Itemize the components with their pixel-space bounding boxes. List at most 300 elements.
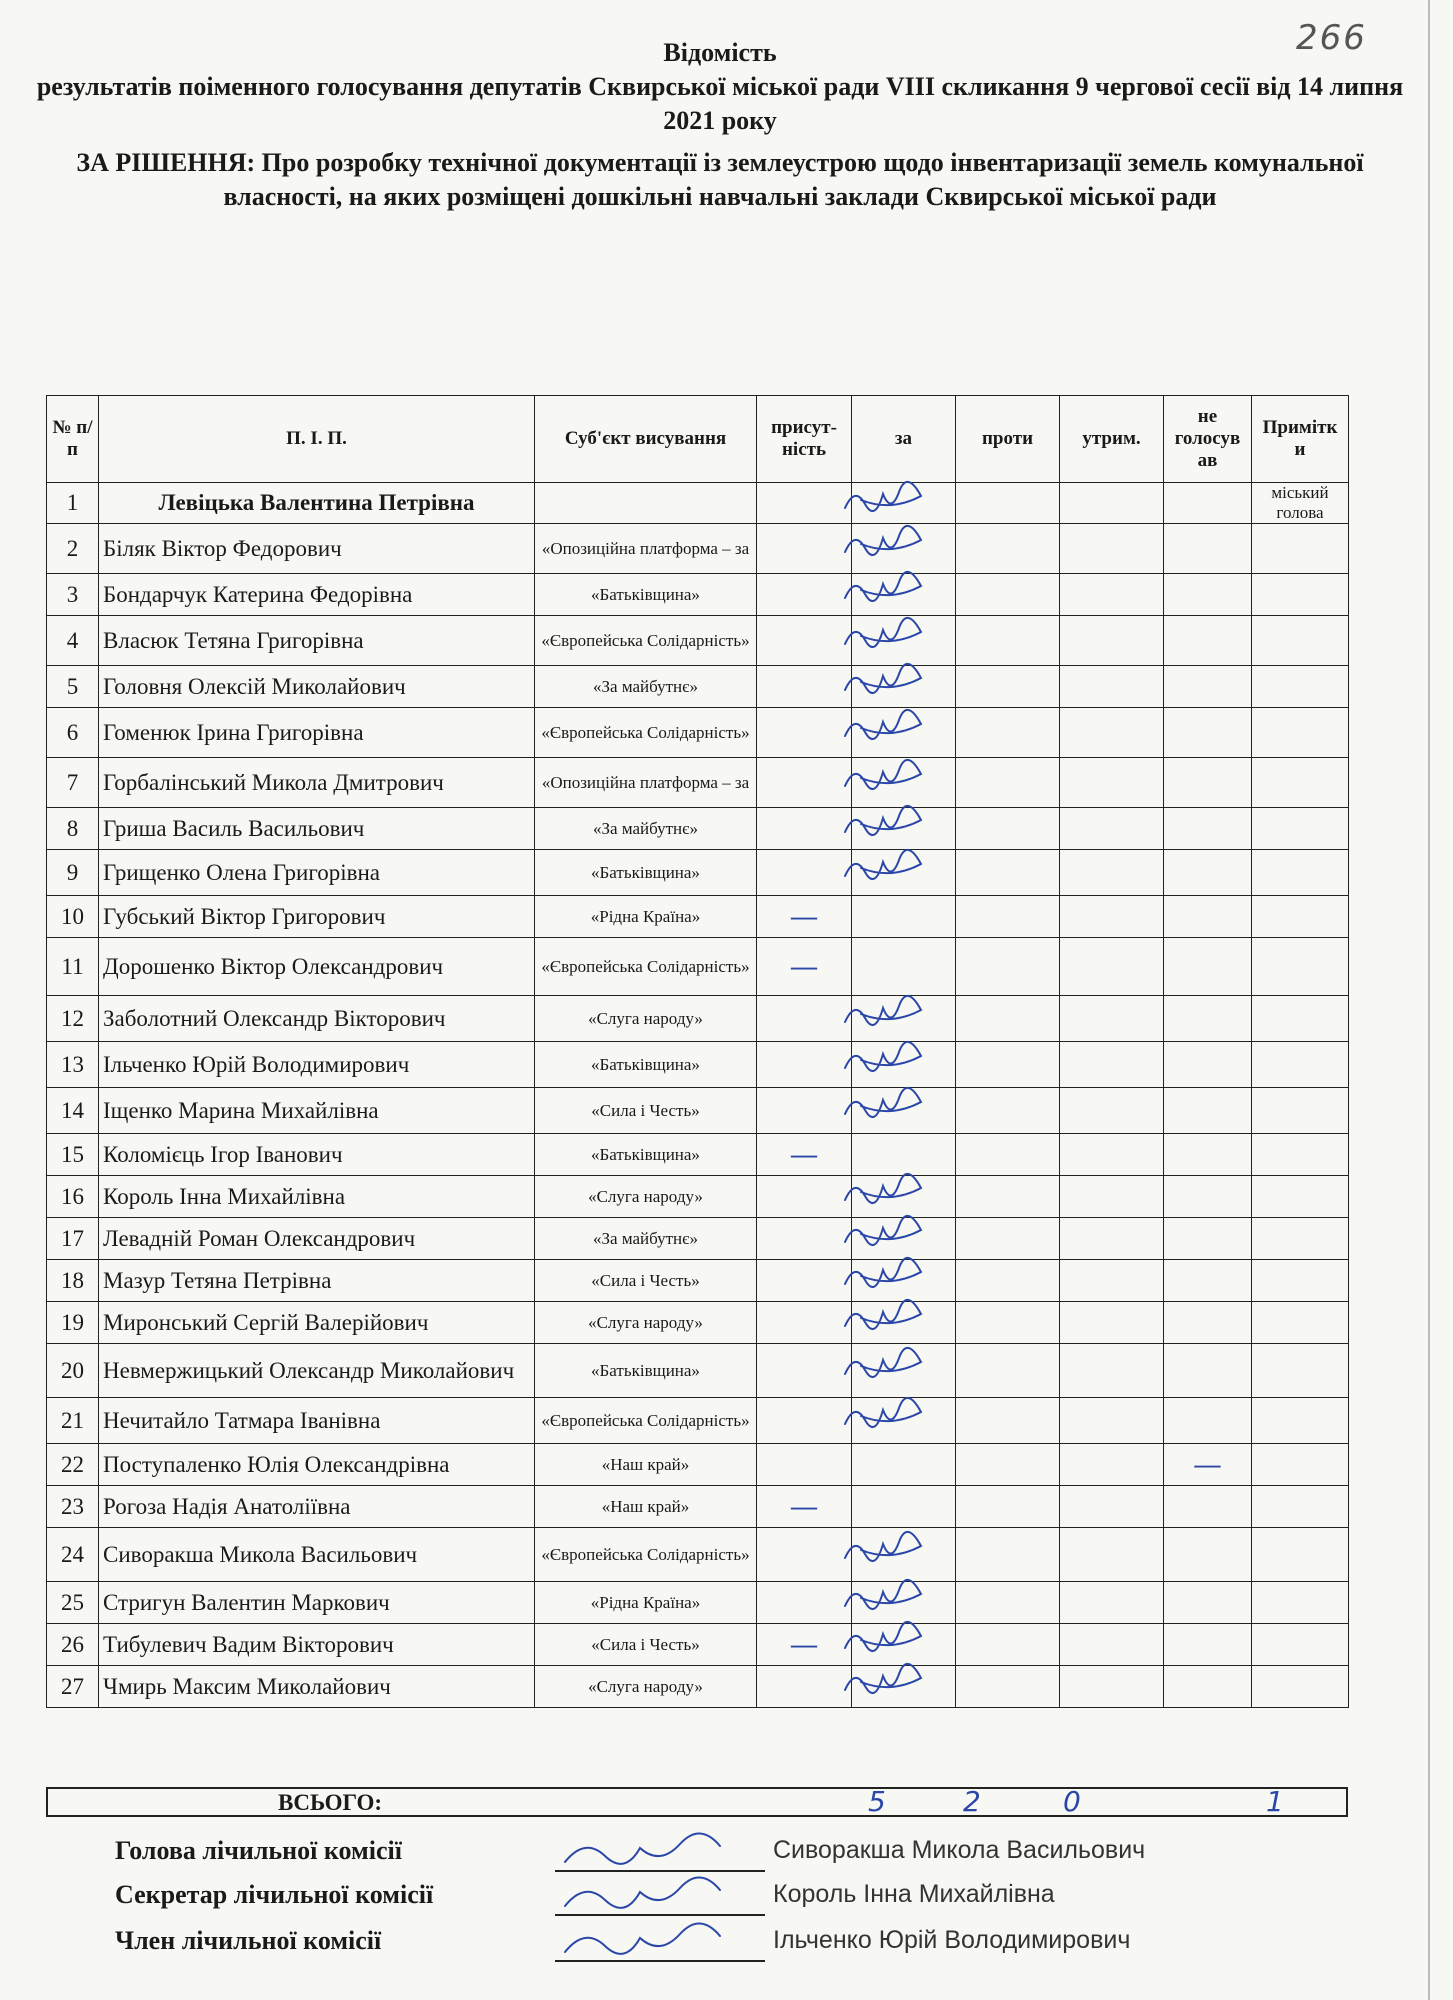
note-cell	[1252, 1218, 1349, 1260]
total-against: 2	[963, 1785, 981, 1818]
deputy-name: Ільченко Юрій Володимирович	[99, 1042, 535, 1088]
vote-for-cell	[852, 1486, 956, 1528]
commission-signature-stroke	[565, 1877, 720, 1907]
table-row	[47, 483, 1349, 524]
vote-for-cell	[852, 1042, 956, 1088]
vote-abstain-cell	[1060, 1582, 1164, 1624]
not-voted-cell	[1164, 483, 1252, 524]
deputy-name: Невмержицький Олександр Миколайович	[99, 1344, 535, 1398]
row-number: 26	[47, 1624, 99, 1666]
presence-cell: —	[757, 1486, 852, 1528]
deputy-name: Дорошенко Віктор Олександрович	[99, 938, 535, 996]
row-number: 11	[47, 938, 99, 996]
totals-label: ВСЬОГО:	[278, 1790, 383, 1815]
note-cell	[1252, 1302, 1349, 1344]
row-number: 10	[47, 896, 99, 938]
vote-against-cell	[956, 1624, 1060, 1666]
table-row	[47, 1528, 1349, 1582]
note-cell	[1252, 938, 1349, 996]
note-cell	[1252, 574, 1349, 616]
not-voted-cell	[1164, 1582, 1252, 1624]
deputy-name: Горбалінський Микола Дмитрович	[99, 758, 535, 808]
presence-cell	[757, 1344, 852, 1398]
vote-for-cell	[852, 524, 956, 574]
total-not-voted: 1	[1266, 1785, 1284, 1818]
vote-abstain-cell	[1060, 896, 1164, 938]
signature-line	[555, 1870, 765, 1872]
vote-abstain-cell	[1060, 708, 1164, 758]
not-voted-cell	[1164, 666, 1252, 708]
row-number: 21	[47, 1398, 99, 1444]
deputy-subject: «Європейська Солідарність»	[535, 1398, 757, 1444]
deputy-name: Гриша Василь Васильович	[99, 808, 535, 850]
document-subtitle: результатів поіменного голосування депутатів Сквирської міської ради VIII скликання 9 чергової сесії від 14 липня 2021 року	[36, 72, 1404, 135]
presence-cell	[757, 616, 852, 666]
not-voted-cell	[1164, 808, 1252, 850]
deputy-name: Нечитайло Татмара Іванівна	[99, 1398, 535, 1444]
deputy-subject: «Європейська Солідарність»	[535, 1528, 757, 1582]
commission-member-name: Король Інна Михайлівна	[773, 1880, 1055, 1908]
not-voted-cell	[1164, 1398, 1252, 1444]
vote-against-cell	[956, 996, 1060, 1042]
vote-for-cell	[852, 1624, 956, 1666]
vote-against-cell	[956, 1134, 1060, 1176]
row-number: 6	[47, 708, 99, 758]
table-header-row	[47, 396, 1349, 483]
vote-abstain-cell	[1060, 1444, 1164, 1486]
signature-line	[555, 1914, 765, 1916]
vote-for-cell	[852, 1444, 956, 1486]
vote-abstain-cell	[1060, 666, 1164, 708]
row-number: 19	[47, 1302, 99, 1344]
row-number: 1	[47, 483, 99, 524]
presence-cell	[757, 1042, 852, 1088]
not-voted-cell	[1164, 1088, 1252, 1134]
deputy-name: Біляк Віктор Федорович	[99, 524, 535, 574]
vote-for-cell	[852, 1398, 956, 1444]
table-row	[47, 1134, 1349, 1176]
vote-for-cell	[852, 1218, 956, 1260]
note-cell	[1252, 616, 1349, 666]
note-cell: міський голова	[1252, 483, 1349, 524]
row-number: 8	[47, 808, 99, 850]
vote-against-cell	[956, 1176, 1060, 1218]
table-row	[47, 1042, 1349, 1088]
note-cell	[1252, 524, 1349, 574]
vote-abstain-cell	[1060, 938, 1164, 996]
table-row	[47, 896, 1349, 938]
table-row	[47, 850, 1349, 896]
note-cell	[1252, 1176, 1349, 1218]
not-voted-cell	[1164, 896, 1252, 938]
not-voted-cell	[1164, 1134, 1252, 1176]
presence-cell	[757, 808, 852, 850]
vote-for-cell	[852, 1666, 956, 1708]
presence-cell	[757, 1666, 852, 1708]
not-voted-cell	[1164, 1666, 1252, 1708]
vote-against-cell	[956, 758, 1060, 808]
deputy-name: Тибулевич Вадим Вікторович	[99, 1624, 535, 1666]
vote-against-cell	[956, 1444, 1060, 1486]
row-number: 12	[47, 996, 99, 1042]
vote-for-cell	[852, 996, 956, 1042]
presence-cell	[757, 1088, 852, 1134]
table-row	[47, 1444, 1349, 1486]
vote-for-cell	[852, 1260, 956, 1302]
presence-cell: —	[757, 1134, 852, 1176]
deputy-name: Грищенко Олена Григорівна	[99, 850, 535, 896]
presence-cell	[757, 1218, 852, 1260]
document-header	[30, 36, 1410, 214]
vote-against-cell	[956, 483, 1060, 524]
table-row	[47, 938, 1349, 996]
not-voted-cell: —	[1164, 1444, 1252, 1486]
vote-abstain-cell	[1060, 1666, 1164, 1708]
commission-member-name: Ільченко Юрій Володимирович	[773, 1926, 1131, 1954]
vote-against-cell	[956, 850, 1060, 896]
commission-role: Член лічильної комісії	[115, 1926, 382, 1955]
voting-table	[46, 395, 1349, 1708]
row-number: 22	[47, 1444, 99, 1486]
header-name: П. І. П.	[99, 396, 535, 483]
vote-against-cell	[956, 1398, 1060, 1444]
total-abstain: 0	[1063, 1785, 1081, 1818]
vote-for-cell	[852, 896, 956, 938]
vote-against-cell	[956, 616, 1060, 666]
vote-abstain-cell	[1060, 1344, 1164, 1398]
note-cell	[1252, 1134, 1349, 1176]
deputy-subject: «За майбутнє»	[535, 808, 757, 850]
deputy-subject: «Слуга народу»	[535, 1666, 757, 1708]
deputy-subject	[535, 483, 757, 524]
deputy-name: Коломієць Ігор Іванович	[99, 1134, 535, 1176]
deputy-name: Бондарчук Катерина Федорівна	[99, 574, 535, 616]
row-number: 20	[47, 1344, 99, 1398]
header-for: за	[852, 396, 956, 483]
deputy-subject: «Європейська Солідарність»	[535, 616, 757, 666]
vote-abstain-cell	[1060, 524, 1164, 574]
deputy-name: Король Інна Михайлівна	[99, 1176, 535, 1218]
presence-cell	[757, 1302, 852, 1344]
presence-cell	[757, 524, 852, 574]
not-voted-cell	[1164, 1528, 1252, 1582]
not-voted-cell	[1164, 616, 1252, 666]
header-against: проти	[956, 396, 1060, 483]
row-number: 9	[47, 850, 99, 896]
totals-row	[46, 1787, 1348, 1817]
vote-for-cell	[852, 1088, 956, 1134]
row-number: 3	[47, 574, 99, 616]
presence-cell	[757, 1582, 852, 1624]
deputy-subject: «Європейська Солідарність»	[535, 938, 757, 996]
vote-abstain-cell	[1060, 1398, 1164, 1444]
note-cell	[1252, 666, 1349, 708]
note-cell	[1252, 850, 1349, 896]
total-for: 5	[868, 1785, 886, 1818]
vote-against-cell	[956, 1088, 1060, 1134]
row-number: 24	[47, 1528, 99, 1582]
deputy-subject: «Наш край»	[535, 1486, 757, 1528]
table-row	[47, 708, 1349, 758]
not-voted-cell	[1164, 1042, 1252, 1088]
presence-cell	[757, 1398, 852, 1444]
deputy-subject: «Сила і Честь»	[535, 1624, 757, 1666]
row-number: 14	[47, 1088, 99, 1134]
vote-abstain-cell	[1060, 1528, 1164, 1582]
not-voted-cell	[1164, 758, 1252, 808]
presence-cell	[757, 483, 852, 524]
vote-against-cell	[956, 1582, 1060, 1624]
vote-for-cell	[852, 708, 956, 758]
vote-for-cell	[852, 1302, 956, 1344]
vote-abstain-cell	[1060, 1486, 1164, 1528]
vote-abstain-cell	[1060, 574, 1164, 616]
table-row	[47, 1218, 1349, 1260]
commission-signature-stroke	[565, 1923, 720, 1953]
vote-for-cell	[852, 808, 956, 850]
presence-cell	[757, 850, 852, 896]
note-cell	[1252, 1486, 1349, 1528]
vote-for-cell	[852, 666, 956, 708]
presence-cell: —	[757, 1624, 852, 1666]
deputy-name: Іщенко Марина Михайлівна	[99, 1088, 535, 1134]
table-row	[47, 1582, 1349, 1624]
deputy-name: Головня Олексій Миколайович	[99, 666, 535, 708]
vote-for-cell	[852, 850, 956, 896]
not-voted-cell	[1164, 1260, 1252, 1302]
vote-against-cell	[956, 1260, 1060, 1302]
table-row	[47, 666, 1349, 708]
note-cell	[1252, 1528, 1349, 1582]
page-number: 266	[1296, 18, 1367, 58]
deputy-subject: «Слуга народу»	[535, 1176, 757, 1218]
table-row	[47, 996, 1349, 1042]
table-row	[47, 1302, 1349, 1344]
not-voted-cell	[1164, 1344, 1252, 1398]
row-number: 4	[47, 616, 99, 666]
row-number: 5	[47, 666, 99, 708]
deputy-subject: «Батьківщина»	[535, 1134, 757, 1176]
row-number: 25	[47, 1582, 99, 1624]
vote-against-cell	[956, 1528, 1060, 1582]
vote-against-cell	[956, 666, 1060, 708]
table-row	[47, 1666, 1349, 1708]
vote-against-cell	[956, 708, 1060, 758]
deputy-subject: «Сила і Честь»	[535, 1260, 757, 1302]
presence-cell	[757, 666, 852, 708]
deputy-subject: «Батьківщина»	[535, 1344, 757, 1398]
note-cell	[1252, 1088, 1349, 1134]
table-row	[47, 1486, 1349, 1528]
deputy-subject: «Батьківщина»	[535, 1042, 757, 1088]
row-number: 23	[47, 1486, 99, 1528]
not-voted-cell	[1164, 1218, 1252, 1260]
header-abstain: утрим.	[1060, 396, 1164, 483]
note-cell	[1252, 1444, 1349, 1486]
header-note: Примітк и	[1252, 396, 1349, 483]
vote-abstain-cell	[1060, 1624, 1164, 1666]
table-row	[47, 1176, 1349, 1218]
vote-abstain-cell	[1060, 1088, 1164, 1134]
presence-cell: —	[757, 896, 852, 938]
deputy-name: Миронський Сергій Валерійович	[99, 1302, 535, 1344]
vote-abstain-cell	[1060, 850, 1164, 896]
not-voted-cell	[1164, 996, 1252, 1042]
not-voted-cell	[1164, 708, 1252, 758]
deputy-name: Поступаленко Юлія Олександрівна	[99, 1444, 535, 1486]
presence-cell	[757, 758, 852, 808]
deputy-name: Рогоза Надія Анатоліївна	[99, 1486, 535, 1528]
deputy-subject: «Опозиційна платформа – за	[535, 758, 757, 808]
table-row	[47, 1344, 1349, 1398]
note-cell	[1252, 996, 1349, 1042]
vote-against-cell	[956, 1666, 1060, 1708]
row-number: 17	[47, 1218, 99, 1260]
note-cell	[1252, 808, 1349, 850]
commission-signature-stroke	[565, 1833, 720, 1863]
table-row	[47, 1260, 1349, 1302]
note-cell	[1252, 1624, 1349, 1666]
deputy-subject: «Рідна Країна»	[535, 896, 757, 938]
presence-cell	[757, 574, 852, 616]
vote-for-cell	[852, 938, 956, 996]
deputy-name: Мазур Тетяна Петрівна	[99, 1260, 535, 1302]
vote-abstain-cell	[1060, 758, 1164, 808]
presence-cell	[757, 1528, 852, 1582]
row-number: 27	[47, 1666, 99, 1708]
deputy-name: Заболотний Олександр Вікторович	[99, 996, 535, 1042]
vote-for-cell	[852, 758, 956, 808]
presence-cell	[757, 996, 852, 1042]
table-row	[47, 808, 1349, 850]
header-subject: Суб'єкт висування	[535, 396, 757, 483]
table-row	[47, 524, 1349, 574]
vote-against-cell	[956, 1042, 1060, 1088]
vote-against-cell	[956, 574, 1060, 616]
row-number: 2	[47, 524, 99, 574]
vote-for-cell	[852, 574, 956, 616]
note-cell	[1252, 758, 1349, 808]
note-cell	[1252, 1260, 1349, 1302]
note-cell	[1252, 708, 1349, 758]
table-row	[47, 1398, 1349, 1444]
vote-for-cell	[852, 483, 956, 524]
deputy-subject: «Наш край»	[535, 1444, 757, 1486]
not-voted-cell	[1164, 850, 1252, 896]
not-voted-cell	[1164, 938, 1252, 996]
vote-for-cell	[852, 1134, 956, 1176]
deputy-subject: «Слуга народу»	[535, 996, 757, 1042]
presence-cell	[757, 1176, 852, 1218]
vote-abstain-cell	[1060, 1134, 1164, 1176]
vote-for-cell	[852, 1528, 956, 1582]
presence-cell	[757, 1260, 852, 1302]
deputy-name: Гоменюк Ірина Григорівна	[99, 708, 535, 758]
presence-cell	[757, 1444, 852, 1486]
vote-for-cell	[852, 616, 956, 666]
vote-abstain-cell	[1060, 1042, 1164, 1088]
table-row	[47, 616, 1349, 666]
not-voted-cell	[1164, 1302, 1252, 1344]
row-number: 13	[47, 1042, 99, 1088]
decision-title: ЗА РІШЕННЯ: Про розробку технічної документації із землеустрою щодо інвентаризації земель комунальної власності, на яких розміщені дошкільні навчальні заклади Сквирської міської ради	[76, 148, 1364, 211]
vote-for-cell	[852, 1344, 956, 1398]
vote-abstain-cell	[1060, 616, 1164, 666]
table-row	[47, 1088, 1349, 1134]
header-num: № п/п	[47, 396, 99, 483]
vote-abstain-cell	[1060, 483, 1164, 524]
not-voted-cell	[1164, 574, 1252, 616]
note-cell	[1252, 1042, 1349, 1088]
row-number: 7	[47, 758, 99, 808]
commission-role: Голова лічильної комісії	[115, 1836, 402, 1865]
header-presence: присут-ність	[757, 396, 852, 483]
signature-line	[555, 1960, 765, 1962]
deputy-subject: «Рідна Країна»	[535, 1582, 757, 1624]
deputy-name: Сиворакша Микола Васильович	[99, 1528, 535, 1582]
row-number: 15	[47, 1134, 99, 1176]
deputy-name: Власюк Тетяна Григорівна	[99, 616, 535, 666]
note-cell	[1252, 1582, 1349, 1624]
deputy-subject: «Опозиційна платформа – за	[535, 524, 757, 574]
deputy-subject: «Батьківщина»	[535, 574, 757, 616]
deputy-name: Чмирь Максим Миколайович	[99, 1666, 535, 1708]
not-voted-cell	[1164, 1624, 1252, 1666]
vote-abstain-cell	[1060, 1218, 1164, 1260]
vote-abstain-cell	[1060, 996, 1164, 1042]
vote-against-cell	[956, 524, 1060, 574]
presence-cell: —	[757, 938, 852, 996]
table-row	[47, 1624, 1349, 1666]
note-cell	[1252, 1344, 1349, 1398]
vote-for-cell	[852, 1582, 956, 1624]
header-not-voted: не голосув ав	[1164, 396, 1252, 483]
note-cell	[1252, 1666, 1349, 1708]
vote-abstain-cell	[1060, 808, 1164, 850]
not-voted-cell	[1164, 1176, 1252, 1218]
deputy-name: Левадній Роман Олександрович	[99, 1218, 535, 1260]
deputy-subject: «За майбутнє»	[535, 1218, 757, 1260]
table-row	[47, 574, 1349, 616]
vote-against-cell	[956, 1218, 1060, 1260]
deputy-name: Стригун Валентин Маркович	[99, 1582, 535, 1624]
presence-cell	[757, 708, 852, 758]
table-row	[47, 758, 1349, 808]
vote-abstain-cell	[1060, 1302, 1164, 1344]
not-voted-cell	[1164, 524, 1252, 574]
note-cell	[1252, 1398, 1349, 1444]
vote-for-cell	[852, 1176, 956, 1218]
vote-against-cell	[956, 896, 1060, 938]
deputy-name: Губський Віктор Григорович	[99, 896, 535, 938]
vote-against-cell	[956, 808, 1060, 850]
deputy-subject: «Слуга народу»	[535, 1302, 757, 1344]
vote-abstain-cell	[1060, 1176, 1164, 1218]
row-number: 16	[47, 1176, 99, 1218]
deputy-subject: «Європейська Солідарність»	[535, 708, 757, 758]
scan-edge-line	[1428, 0, 1430, 2000]
deputy-subject: «За майбутнє»	[535, 666, 757, 708]
not-voted-cell	[1164, 1486, 1252, 1528]
commission-member-name: Сиворакша Микола Васильович	[773, 1836, 1146, 1864]
row-number: 18	[47, 1260, 99, 1302]
vote-against-cell	[956, 1302, 1060, 1344]
deputy-subject: «Батьківщина»	[535, 850, 757, 896]
vote-against-cell	[956, 1344, 1060, 1398]
deputy-name: Левіцька Валентина Петрівна	[99, 483, 535, 524]
commission-role: Секретар лічильної комісії	[115, 1880, 434, 1909]
deputy-subject: «Сила і Честь»	[535, 1088, 757, 1134]
